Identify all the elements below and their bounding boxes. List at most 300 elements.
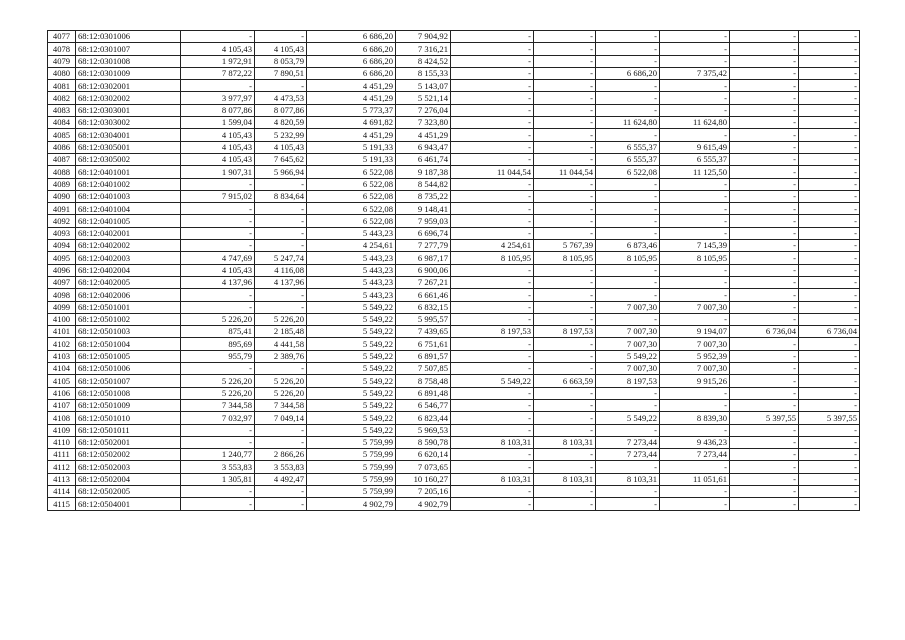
cell-value-col-12: - (799, 153, 860, 165)
cell-value-col-12: - (799, 424, 860, 436)
cell-value-col-7: - (451, 461, 534, 473)
cell-value-col-11: - (730, 104, 799, 116)
cell-row-number: 4090 (48, 190, 76, 202)
cell-value-col-8: - (534, 399, 596, 411)
cell-row-number: 4114 (48, 485, 76, 497)
table-row (48, 498, 860, 510)
cell-cadastral-code: 68:12:0402006 (76, 289, 181, 301)
cell-cadastral-code: 68:12:0304001 (76, 129, 181, 141)
cell-value-col-10: - (660, 92, 730, 104)
cell-value-col-10: 7 007,30 (660, 363, 730, 375)
cell-value-col-11: - (730, 80, 799, 92)
cell-value-col-8: - (534, 141, 596, 153)
cell-value-col-9: - (596, 399, 660, 411)
cell-value-col-12: - (799, 43, 860, 55)
cell-row-number: 4080 (48, 67, 76, 79)
cell-value-col-5: 5 759,99 (307, 461, 396, 473)
cell-value-col-10: 11 125,50 (660, 166, 730, 178)
cell-value-col-6: 7 205,16 (396, 485, 451, 497)
cell-row-number: 4081 (48, 80, 76, 92)
cell-row-number: 4108 (48, 412, 76, 424)
cell-value-col-12: 6 736,04 (799, 326, 860, 338)
cell-value-col-12: - (799, 461, 860, 473)
cell-row-number: 4106 (48, 387, 76, 399)
cell-value-col-11: - (730, 350, 799, 362)
cell-value-col-3: 4 105,43 (181, 129, 255, 141)
cell-cadastral-code: 68:12:0401001 (76, 166, 181, 178)
cell-row-number: 4077 (48, 31, 76, 43)
cell-value-col-11: - (730, 240, 799, 252)
table-row (48, 104, 860, 116)
cell-value-col-12: - (799, 485, 860, 497)
cell-value-col-5: 5 759,99 (307, 485, 396, 497)
cell-value-col-10: - (660, 43, 730, 55)
cell-value-col-12: - (799, 252, 860, 264)
cell-value-col-11: - (730, 31, 799, 43)
cell-cadastral-code: 68:12:0401003 (76, 190, 181, 202)
cell-value-col-5: 4 451,29 (307, 80, 396, 92)
cell-value-col-8: 8 103,31 (534, 473, 596, 485)
cell-value-col-10: 9 436,23 (660, 436, 730, 448)
cell-value-col-5: 5 549,22 (307, 412, 396, 424)
cell-value-col-12: - (799, 498, 860, 510)
cell-value-col-8: - (534, 363, 596, 375)
cell-value-col-7: - (451, 67, 534, 79)
cell-value-col-8: - (534, 485, 596, 497)
table-row (48, 190, 860, 202)
cell-value-col-9: 7 007,30 (596, 338, 660, 350)
table-row (48, 264, 860, 276)
cell-cadastral-code: 68:12:0501002 (76, 313, 181, 325)
cell-value-col-9: - (596, 178, 660, 190)
cell-value-col-7: - (451, 276, 534, 288)
cell-value-col-4: - (255, 203, 307, 215)
cell-value-col-12: - (799, 473, 860, 485)
cell-value-col-9: - (596, 289, 660, 301)
cell-row-number: 4103 (48, 350, 76, 362)
cell-value-col-6: 5 995,57 (396, 313, 451, 325)
cell-value-col-10: 11 051,61 (660, 473, 730, 485)
cell-value-col-12: - (799, 190, 860, 202)
cell-value-col-8: - (534, 215, 596, 227)
cell-value-col-10: 6 555,37 (660, 153, 730, 165)
cell-value-col-8: - (534, 498, 596, 510)
cell-value-col-9: 5 549,22 (596, 350, 660, 362)
cell-row-number: 4087 (48, 153, 76, 165)
cell-value-col-3: - (181, 289, 255, 301)
table-row (48, 129, 860, 141)
cell-value-col-10: - (660, 190, 730, 202)
table-row (48, 350, 860, 362)
cell-value-col-6: 6 620,14 (396, 449, 451, 461)
cell-value-col-11: - (730, 461, 799, 473)
cell-value-col-9: - (596, 387, 660, 399)
cell-value-col-6: 8 758,48 (396, 375, 451, 387)
cell-value-col-7: - (451, 43, 534, 55)
cell-value-col-11: - (730, 227, 799, 239)
cell-row-number: 4092 (48, 215, 76, 227)
cell-value-col-3: 4 137,96 (181, 276, 255, 288)
cell-value-col-5: 6 686,20 (307, 31, 396, 43)
cell-value-col-11: - (730, 178, 799, 190)
cell-value-col-8: - (534, 387, 596, 399)
cell-cadastral-code: 68:12:0301007 (76, 43, 181, 55)
cell-row-number: 4086 (48, 141, 76, 153)
cell-value-col-8: - (534, 276, 596, 288)
cell-value-col-4: 5 247,74 (255, 252, 307, 264)
cell-value-col-3: 1 907,31 (181, 166, 255, 178)
cell-value-col-4: - (255, 178, 307, 190)
cell-value-col-10: - (660, 264, 730, 276)
cell-value-col-6: 6 891,57 (396, 350, 451, 362)
cell-row-number: 4111 (48, 449, 76, 461)
cell-value-col-6: 5 143,07 (396, 80, 451, 92)
table-row (48, 412, 860, 424)
cell-value-col-3: 1 240,77 (181, 449, 255, 461)
cell-value-col-3: 3 553,83 (181, 461, 255, 473)
cell-value-col-12: - (799, 387, 860, 399)
cell-cadastral-code: 68:12:0402005 (76, 276, 181, 288)
cell-value-col-3: - (181, 436, 255, 448)
cell-value-col-4: 4 105,43 (255, 43, 307, 55)
cell-value-col-3: - (181, 31, 255, 43)
cell-value-col-7: - (451, 412, 534, 424)
cell-value-col-4: 7 049,14 (255, 412, 307, 424)
cell-value-col-4: - (255, 498, 307, 510)
cell-value-col-9: - (596, 498, 660, 510)
cell-value-col-8: 8 103,31 (534, 436, 596, 448)
cell-value-col-11: - (730, 363, 799, 375)
cell-value-col-3: - (181, 203, 255, 215)
cell-value-col-6: 9 187,38 (396, 166, 451, 178)
cell-value-col-12: - (799, 67, 860, 79)
cell-value-col-5: 6 522,08 (307, 178, 396, 190)
cell-value-col-4: - (255, 363, 307, 375)
cell-value-col-7: 4 254,61 (451, 240, 534, 252)
cell-value-col-10: - (660, 227, 730, 239)
cell-value-col-3: 4 747,69 (181, 252, 255, 264)
cell-value-col-5: 5 549,22 (307, 350, 396, 362)
table-row (48, 166, 860, 178)
cell-value-col-6: 7 276,04 (396, 104, 451, 116)
cell-cadastral-code: 68:12:0501004 (76, 338, 181, 350)
cell-value-col-7: - (451, 289, 534, 301)
cell-value-col-9: - (596, 485, 660, 497)
cell-row-number: 4084 (48, 117, 76, 129)
cell-value-col-11: - (730, 153, 799, 165)
cell-value-col-8: 11 044,54 (534, 166, 596, 178)
cell-row-number: 4104 (48, 363, 76, 375)
table-row (48, 289, 860, 301)
cell-row-number: 4088 (48, 166, 76, 178)
cell-value-col-10: - (660, 104, 730, 116)
cell-value-col-11: - (730, 117, 799, 129)
cell-value-col-10: 7 145,39 (660, 240, 730, 252)
cell-value-col-6: 6 900,06 (396, 264, 451, 276)
cell-value-col-5: 6 686,20 (307, 67, 396, 79)
table-row (48, 449, 860, 461)
cell-value-col-6: 6 461,74 (396, 153, 451, 165)
cell-value-col-3: 1 599,04 (181, 117, 255, 129)
cell-value-col-4: 4 473,53 (255, 92, 307, 104)
cell-value-col-8: - (534, 424, 596, 436)
cell-cadastral-code: 68:12:0301008 (76, 55, 181, 67)
cell-value-col-7: - (451, 301, 534, 313)
cell-value-col-8: 8 197,53 (534, 326, 596, 338)
cell-cadastral-code: 68:12:0301006 (76, 31, 181, 43)
cell-value-col-9: - (596, 203, 660, 215)
table-row (48, 215, 860, 227)
cell-value-col-8: - (534, 449, 596, 461)
cell-value-col-11: - (730, 313, 799, 325)
cell-value-col-6: 7 439,65 (396, 326, 451, 338)
cell-value-col-3: - (181, 227, 255, 239)
cell-value-col-6: 9 148,41 (396, 203, 451, 215)
cell-value-col-12: - (799, 166, 860, 178)
cell-value-col-4: 8 077,86 (255, 104, 307, 116)
cell-value-col-8: - (534, 412, 596, 424)
cell-value-col-6: 7 267,21 (396, 276, 451, 288)
cell-value-col-9: 11 624,80 (596, 117, 660, 129)
table-row (48, 473, 860, 485)
cell-cadastral-code: 68:12:0502003 (76, 461, 181, 473)
cell-value-col-12: - (799, 436, 860, 448)
cell-value-col-12: - (799, 55, 860, 67)
cell-value-col-10: - (660, 498, 730, 510)
cell-value-col-4: 4 820,59 (255, 117, 307, 129)
cell-row-number: 4101 (48, 326, 76, 338)
cell-value-col-7: - (451, 92, 534, 104)
cell-value-col-4: 5 966,94 (255, 166, 307, 178)
cell-cadastral-code: 68:12:0502001 (76, 436, 181, 448)
cell-value-col-9: 5 549,22 (596, 412, 660, 424)
table-row (48, 227, 860, 239)
cell-value-col-9: - (596, 129, 660, 141)
cell-value-col-10: 5 952,39 (660, 350, 730, 362)
cell-value-col-10: - (660, 424, 730, 436)
table-row (48, 43, 860, 55)
cell-value-col-12: - (799, 117, 860, 129)
cell-value-col-6: 8 735,22 (396, 190, 451, 202)
cell-cadastral-code: 68:12:0501009 (76, 399, 181, 411)
cell-row-number: 4099 (48, 301, 76, 313)
cell-value-col-9: - (596, 313, 660, 325)
cell-value-col-4: 3 553,83 (255, 461, 307, 473)
cell-value-col-9: - (596, 31, 660, 43)
cell-value-col-5: 4 451,29 (307, 92, 396, 104)
cell-value-col-10: - (660, 215, 730, 227)
cell-value-col-10: 7 375,42 (660, 67, 730, 79)
cell-value-col-12: 5 397,55 (799, 412, 860, 424)
cell-value-col-3: 7 872,22 (181, 67, 255, 79)
cell-cadastral-code: 68:12:0402003 (76, 252, 181, 264)
cell-value-col-8: - (534, 264, 596, 276)
cell-value-col-5: 5 191,33 (307, 141, 396, 153)
cell-value-col-9: 8 103,31 (596, 473, 660, 485)
cell-value-col-10: - (660, 313, 730, 325)
cell-cadastral-code: 68:12:0401004 (76, 203, 181, 215)
cell-value-col-8: - (534, 153, 596, 165)
cell-value-col-3: 4 105,43 (181, 264, 255, 276)
cell-row-number: 4095 (48, 252, 76, 264)
cell-value-col-12: - (799, 141, 860, 153)
table-row (48, 117, 860, 129)
cell-value-col-5: 5 773,37 (307, 104, 396, 116)
cell-row-number: 4098 (48, 289, 76, 301)
cell-value-col-4: 4 137,96 (255, 276, 307, 288)
cell-cadastral-code: 68:12:0402002 (76, 240, 181, 252)
cell-value-col-10: 9 615,49 (660, 141, 730, 153)
table-row (48, 363, 860, 375)
cell-value-col-8: - (534, 104, 596, 116)
cell-row-number: 4096 (48, 264, 76, 276)
cell-value-col-9: - (596, 276, 660, 288)
cell-value-col-11: - (730, 43, 799, 55)
cell-value-col-8: - (534, 461, 596, 473)
cell-value-col-11: - (730, 55, 799, 67)
cell-value-col-11: - (730, 215, 799, 227)
cell-value-col-4: 7 890,51 (255, 67, 307, 79)
cell-value-col-4: 2 389,76 (255, 350, 307, 362)
cell-cadastral-code: 68:12:0303002 (76, 117, 181, 129)
cell-value-col-9: - (596, 43, 660, 55)
cell-value-col-4: - (255, 227, 307, 239)
cell-cadastral-code: 68:12:0504001 (76, 498, 181, 510)
cell-row-number: 4109 (48, 424, 76, 436)
cell-value-col-10: 9 194,07 (660, 326, 730, 338)
cell-value-col-9: - (596, 461, 660, 473)
cell-value-col-5: 5 549,22 (307, 399, 396, 411)
cell-value-col-10: 11 624,80 (660, 117, 730, 129)
cell-value-col-5: 5 549,22 (307, 363, 396, 375)
cell-value-col-4: - (255, 289, 307, 301)
cell-value-col-6: 6 751,61 (396, 338, 451, 350)
cell-value-col-12: - (799, 338, 860, 350)
cell-value-col-9: - (596, 55, 660, 67)
cell-cadastral-code: 68:12:0501008 (76, 387, 181, 399)
cell-value-col-11: - (730, 67, 799, 79)
cell-value-col-12: - (799, 449, 860, 461)
cell-value-col-6: 6 823,44 (396, 412, 451, 424)
table-row (48, 153, 860, 165)
cell-value-col-7: - (451, 363, 534, 375)
cell-value-col-7: - (451, 31, 534, 43)
cell-cadastral-code: 68:12:0302002 (76, 92, 181, 104)
cell-cadastral-code: 68:12:0305001 (76, 141, 181, 153)
cell-value-col-11: - (730, 399, 799, 411)
cell-value-col-12: - (799, 215, 860, 227)
cell-value-col-8: - (534, 31, 596, 43)
cell-value-col-3: - (181, 363, 255, 375)
cell-value-col-9: 6 555,37 (596, 153, 660, 165)
cell-value-col-5: 4 254,61 (307, 240, 396, 252)
cell-row-number: 4107 (48, 399, 76, 411)
cell-value-col-3: 875,41 (181, 326, 255, 338)
cell-value-col-3: - (181, 215, 255, 227)
cell-value-col-3: 5 226,20 (181, 313, 255, 325)
cell-value-col-10: - (660, 55, 730, 67)
cell-value-col-12: - (799, 350, 860, 362)
cell-value-col-8: - (534, 43, 596, 55)
cell-cadastral-code: 68:12:0402004 (76, 264, 181, 276)
cell-value-col-3: 4 105,43 (181, 141, 255, 153)
cell-value-col-7: - (451, 387, 534, 399)
cell-value-col-7: - (451, 153, 534, 165)
cell-value-col-11: - (730, 203, 799, 215)
cell-value-col-10: - (660, 31, 730, 43)
cell-value-col-7: 8 105,95 (451, 252, 534, 264)
cell-value-col-3: 8 077,86 (181, 104, 255, 116)
cell-cadastral-code: 68:12:0502002 (76, 449, 181, 461)
table-row (48, 80, 860, 92)
cell-value-col-4: 4 441,58 (255, 338, 307, 350)
cell-value-col-3: 7 032,97 (181, 412, 255, 424)
cell-row-number: 4083 (48, 104, 76, 116)
cell-value-col-4: 5 232,99 (255, 129, 307, 141)
cell-value-col-5: 4 691,82 (307, 117, 396, 129)
cell-value-col-3: - (181, 424, 255, 436)
cell-value-col-7: - (451, 190, 534, 202)
cell-value-col-11: - (730, 141, 799, 153)
table-row (48, 31, 860, 43)
cell-value-col-3: 4 105,43 (181, 153, 255, 165)
cell-row-number: 4089 (48, 178, 76, 190)
cell-value-col-7: - (451, 350, 534, 362)
cell-value-col-9: 8 197,53 (596, 375, 660, 387)
cell-value-col-7: - (451, 141, 534, 153)
cell-value-col-6: 4 902,79 (396, 498, 451, 510)
cell-value-col-8: - (534, 117, 596, 129)
cell-value-col-11: 6 736,04 (730, 326, 799, 338)
cell-value-col-6: 7 507,85 (396, 363, 451, 375)
cell-row-number: 4094 (48, 240, 76, 252)
cell-value-col-8: - (534, 350, 596, 362)
cell-value-col-9: 7 273,44 (596, 436, 660, 448)
cell-value-col-4: 4 492,47 (255, 473, 307, 485)
cell-value-col-4: - (255, 240, 307, 252)
cell-value-col-8: 5 767,39 (534, 240, 596, 252)
cell-value-col-12: - (799, 178, 860, 190)
cell-value-col-5: 6 522,08 (307, 190, 396, 202)
cell-value-col-10: 8 839,30 (660, 412, 730, 424)
cell-value-col-5: 5 549,22 (307, 375, 396, 387)
cell-value-col-4: 7 645,62 (255, 153, 307, 165)
cell-value-col-11: - (730, 264, 799, 276)
cell-value-col-8: - (534, 338, 596, 350)
cell-value-col-9: 6 555,37 (596, 141, 660, 153)
cell-value-col-6: 6 987,17 (396, 252, 451, 264)
cell-value-col-4: 2 185,48 (255, 326, 307, 338)
cell-value-col-9: - (596, 104, 660, 116)
cell-value-col-6: 8 424,52 (396, 55, 451, 67)
cell-value-col-10: - (660, 129, 730, 141)
cell-value-col-3: 895,69 (181, 338, 255, 350)
cell-value-col-9: 7 007,30 (596, 326, 660, 338)
cell-value-col-12: - (799, 92, 860, 104)
cell-value-col-11: - (730, 190, 799, 202)
cell-value-col-8: - (534, 301, 596, 313)
cell-value-col-5: 5 443,23 (307, 264, 396, 276)
cell-value-col-7: - (451, 338, 534, 350)
cell-value-col-3: 4 105,43 (181, 43, 255, 55)
table-row (48, 399, 860, 411)
cell-value-col-10: - (660, 80, 730, 92)
cell-value-col-4: 5 226,20 (255, 313, 307, 325)
cell-value-col-7: - (451, 117, 534, 129)
cell-value-col-6: 7 073,65 (396, 461, 451, 473)
cell-value-col-7: - (451, 264, 534, 276)
cell-value-col-5: 5 549,22 (307, 326, 396, 338)
